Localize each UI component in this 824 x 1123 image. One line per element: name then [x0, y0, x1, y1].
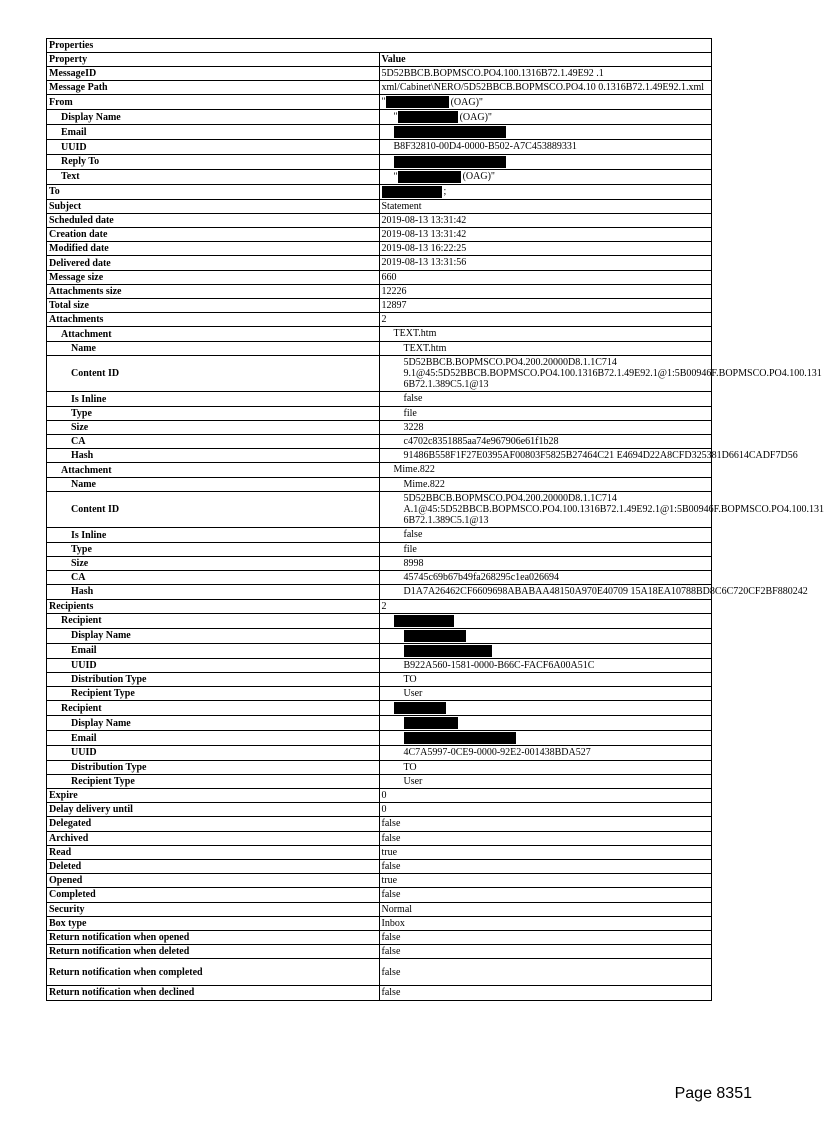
value-text: file — [403, 407, 417, 419]
header-value: Value — [379, 53, 712, 67]
property-key: Recipient Type — [47, 774, 380, 788]
value-text: false — [381, 932, 401, 944]
property-value — [379, 613, 712, 628]
redaction-box — [404, 732, 516, 744]
property-row — [47, 803, 712, 817]
property-key: Name — [47, 477, 380, 491]
property-key: Type — [47, 406, 380, 420]
property-key: Size — [47, 556, 380, 570]
property-value — [379, 528, 712, 542]
value-text: 2019-08-13 13:31:56 — [381, 257, 467, 269]
property-key: Subject — [47, 199, 380, 213]
property-value — [379, 213, 712, 227]
property-row — [47, 571, 712, 585]
table-title-row — [47, 39, 712, 53]
property-row — [47, 788, 712, 802]
property-value — [379, 585, 808, 599]
property-value — [379, 110, 712, 125]
property-key: Return notification when declined — [47, 986, 380, 1000]
value-text: 5D52BBCB.BOPMSCO.PO4.100.1316B72.1.49E92 .1 — [381, 68, 604, 80]
property-key: Return notification when deleted — [47, 945, 380, 959]
property-value — [379, 154, 712, 169]
property-key: Expire — [47, 788, 380, 802]
property-value — [379, 774, 712, 788]
property-value — [379, 986, 712, 1000]
property-key: Creation date — [47, 228, 380, 242]
property-key: Attachment — [47, 463, 380, 477]
property-value — [379, 299, 712, 313]
property-key: Name — [47, 341, 380, 355]
property-key: CA — [47, 571, 380, 585]
property-value — [379, 228, 712, 242]
property-value — [379, 658, 712, 672]
value-text: TO — [403, 761, 417, 773]
value-text: Normal — [381, 903, 413, 915]
value-text: false — [381, 987, 401, 999]
redaction-box — [394, 126, 506, 138]
property-value — [379, 242, 712, 256]
property-row — [47, 959, 712, 986]
property-value — [379, 930, 712, 944]
value-text: 660 — [381, 271, 397, 283]
redaction-box — [404, 717, 458, 729]
property-key: Return notification when opened — [47, 930, 380, 944]
value-text: 2019-08-13 13:31:42 — [381, 215, 467, 227]
property-key: Distribution Type — [47, 760, 380, 774]
property-row — [47, 528, 712, 542]
property-key: Message size — [47, 270, 380, 284]
redaction-box — [398, 171, 461, 183]
properties-table — [46, 38, 824, 1001]
property-key: Content ID — [47, 491, 380, 528]
property-key: Attachments size — [47, 284, 380, 298]
property-row — [47, 406, 712, 420]
property-value — [379, 571, 712, 585]
property-row — [47, 154, 712, 169]
property-row — [47, 774, 712, 788]
property-key: Security — [47, 902, 380, 916]
property-key: Is Inline — [47, 528, 380, 542]
value-text: false — [403, 529, 423, 541]
property-value — [379, 284, 712, 298]
table-title: Properties — [47, 39, 712, 53]
property-row — [47, 449, 712, 463]
property-value — [379, 449, 798, 463]
property-row — [47, 613, 712, 628]
header-property: Property — [47, 53, 380, 67]
property-row — [47, 556, 712, 570]
property-value — [379, 435, 712, 449]
properties-body — [47, 39, 824, 1001]
property-value — [379, 327, 712, 341]
value-text: true — [381, 875, 398, 887]
property-key: Display Name — [47, 110, 380, 125]
value-text: 5D52BBCB.BOPMSCO.PO4.200.20000D8.1.1C714 9.1@45:5D52BBCB.BOPMSCO.PO4.100.1316B72.1.49E92.1@1:5B00946F.BOPMSCO.PO4.100.131 6B72.1.389C5.1@13 — [403, 357, 822, 391]
property-row — [47, 327, 712, 341]
property-row — [47, 270, 712, 284]
property-row — [47, 746, 712, 760]
value-text: false — [381, 966, 401, 978]
property-row — [47, 256, 712, 270]
property-row — [47, 859, 712, 873]
value-text: xml/Cabinet\NERO/5D52BBCB.BOPMSCO.PO4.10 0.1316B72.1.49E92.1.xml — [381, 82, 705, 94]
property-row — [47, 817, 712, 831]
property-key: Size — [47, 420, 380, 434]
property-key: Text — [47, 169, 380, 184]
value-text: User — [403, 775, 423, 787]
property-row — [47, 585, 712, 599]
property-value — [379, 902, 712, 916]
property-value — [379, 140, 712, 154]
property-key: Recipient — [47, 613, 380, 628]
property-row — [47, 67, 712, 81]
value-suffix: (OAG)" — [459, 111, 493, 123]
redaction-box — [398, 111, 458, 123]
value-text: Mime.822 — [403, 478, 445, 490]
property-value — [379, 463, 712, 477]
property-row — [47, 831, 712, 845]
property-row — [47, 125, 712, 140]
property-value — [379, 803, 712, 817]
property-key: Return notification when completed — [47, 959, 380, 986]
property-row — [47, 731, 712, 746]
property-row — [47, 435, 712, 449]
property-value — [379, 760, 712, 774]
property-value — [379, 701, 712, 716]
value-text: D1A7A26462CF6609698ABABAA48150A970E40709 15A18EA10788BD8C6C720CF2BF880242 — [403, 586, 808, 598]
value-text: 2019-08-13 16:22:25 — [381, 243, 467, 255]
property-row — [47, 643, 712, 658]
property-value — [379, 599, 712, 613]
redaction-box — [394, 702, 446, 714]
value-text: " — [393, 111, 398, 123]
property-value — [379, 945, 712, 959]
value-text: Inbox — [381, 917, 405, 929]
property-value — [379, 672, 712, 686]
property-value — [379, 169, 712, 184]
property-key: Opened — [47, 874, 380, 888]
property-row — [47, 169, 712, 184]
property-row — [47, 81, 712, 95]
property-key: Display Name — [47, 716, 380, 731]
value-text: 8998 — [403, 558, 424, 570]
property-row — [47, 140, 712, 154]
property-row — [47, 491, 712, 528]
property-key: CA — [47, 435, 380, 449]
value-suffix: (OAG)" — [462, 171, 496, 183]
property-row — [47, 687, 712, 701]
page-number: Page 8351 — [674, 1085, 752, 1102]
property-row — [47, 701, 712, 716]
property-key: Box type — [47, 916, 380, 930]
property-value — [379, 420, 712, 434]
property-value — [379, 628, 712, 643]
value-text: false — [381, 861, 401, 873]
property-key: Email — [47, 731, 380, 746]
value-text: Statement — [381, 200, 422, 212]
value-text: 2019-08-13 13:31:42 — [381, 229, 467, 241]
property-value — [379, 184, 712, 199]
property-value — [379, 392, 712, 406]
value-text: false — [381, 889, 401, 901]
value-text: 12226 — [381, 286, 407, 298]
value-text: User — [403, 688, 423, 700]
value-text: true — [381, 846, 398, 858]
property-key: Content ID — [47, 355, 380, 392]
property-row — [47, 658, 712, 672]
property-key: Deleted — [47, 859, 380, 873]
value-text: 0 — [381, 790, 387, 802]
property-value — [379, 888, 712, 902]
property-row — [47, 420, 712, 434]
property-key: Distribution Type — [47, 672, 380, 686]
property-value — [379, 491, 824, 528]
property-value — [379, 67, 712, 81]
property-value — [379, 199, 712, 213]
property-row — [47, 355, 712, 392]
redaction-box — [394, 615, 454, 627]
property-value — [379, 817, 712, 831]
property-key: Message Path — [47, 81, 380, 95]
property-value — [379, 556, 712, 570]
property-value — [379, 874, 712, 888]
value-text: c4702c8351885aa74e967906e61f1b28 — [403, 436, 559, 448]
value-text: Mime.822 — [393, 464, 435, 476]
property-key: Archived — [47, 831, 380, 845]
property-value — [379, 731, 712, 746]
property-key: Attachment — [47, 327, 380, 341]
property-key: Modified date — [47, 242, 380, 256]
property-key: Delegated — [47, 817, 380, 831]
property-row — [47, 888, 712, 902]
property-row — [47, 916, 712, 930]
property-row — [47, 986, 712, 1000]
property-row — [47, 902, 712, 916]
value-text: 3228 — [403, 422, 424, 434]
property-row — [47, 542, 712, 556]
property-row — [47, 945, 712, 959]
property-row — [47, 199, 712, 213]
redaction-box — [404, 645, 492, 657]
property-row — [47, 284, 712, 298]
property-key: Scheduled date — [47, 213, 380, 227]
value-text: 2 — [381, 314, 387, 326]
property-row — [47, 845, 712, 859]
property-key: Recipients — [47, 599, 380, 613]
value-text: " — [393, 171, 398, 183]
property-key: UUID — [47, 746, 380, 760]
property-key: Delay delivery until — [47, 803, 380, 817]
value-text: 91486B558F1F27E0395AF00803F5825B27464C21 E4694D22A8CFD325381D6614CADF7D56 — [403, 450, 798, 462]
property-key: Is Inline — [47, 392, 380, 406]
value-suffix: ; — [443, 186, 447, 198]
property-value — [379, 270, 712, 284]
property-value — [379, 341, 712, 355]
property-key: UUID — [47, 140, 380, 154]
value-text: false — [381, 946, 401, 958]
value-text: false — [381, 818, 401, 830]
property-row — [47, 463, 712, 477]
value-text: TO — [403, 674, 417, 686]
property-row — [47, 110, 712, 125]
property-row — [47, 392, 712, 406]
property-key: Hash — [47, 585, 380, 599]
value-text: 2 — [381, 600, 387, 612]
property-value — [379, 406, 712, 420]
property-value — [379, 859, 712, 873]
property-value — [379, 746, 712, 760]
property-value — [379, 355, 822, 392]
property-value — [379, 125, 712, 140]
property-value — [379, 477, 712, 491]
property-key: From — [47, 95, 380, 110]
value-text: false — [403, 393, 423, 405]
property-row — [47, 313, 712, 327]
property-value — [379, 959, 712, 986]
property-key: Delivered date — [47, 256, 380, 270]
property-row — [47, 760, 712, 774]
value-text: 4C7A5997-0CE9-0000-92E2-001438BDA527 — [403, 747, 591, 759]
property-row — [47, 184, 712, 199]
property-row — [47, 930, 712, 944]
value-text: false — [381, 832, 401, 844]
value-text: B8F32810-00D4-0000-B502-A7C453889331 — [393, 141, 577, 153]
redaction-box — [382, 186, 442, 198]
property-row — [47, 242, 712, 256]
property-key: To — [47, 184, 380, 199]
property-row — [47, 672, 712, 686]
property-key: Reply To — [47, 154, 380, 169]
property-key: MessageID — [47, 67, 380, 81]
property-key: Completed — [47, 888, 380, 902]
property-value — [379, 716, 712, 731]
redaction-box — [394, 156, 506, 168]
property-key: Email — [47, 643, 380, 658]
property-row — [47, 477, 712, 491]
property-row — [47, 716, 712, 731]
value-text: 45745c69b67b49fa268295c1ea026694 — [403, 572, 560, 584]
property-value — [379, 687, 712, 701]
property-value — [379, 845, 712, 859]
value-text: 0 — [381, 804, 387, 816]
redaction-box — [404, 630, 466, 642]
property-value — [379, 831, 712, 845]
value-text: 5D52BBCB.BOPMSCO.PO4.200.20000D8.1.1C714 A.1@45:5D52BBCB.BOPMSCO.PO4.100.1316B72.1.49E92.1@1:5B00946F.BOPMSCO.PO4.100.131 6B72.1.389C5.1@13 — [403, 493, 824, 527]
value-text: TEXT.htm — [393, 328, 437, 340]
property-key: Recipient — [47, 701, 380, 716]
value-text: 12897 — [381, 300, 407, 312]
property-value — [379, 542, 712, 556]
property-key: Hash — [47, 449, 380, 463]
property-value — [379, 95, 712, 110]
table-header-row — [47, 53, 712, 67]
property-value — [379, 313, 712, 327]
property-row — [47, 874, 712, 888]
value-text: B922A560-1581-0000-B66C-FACF6A00A51C — [403, 659, 595, 671]
property-value — [379, 643, 712, 658]
value-text: TEXT.htm — [403, 342, 447, 354]
property-value — [379, 81, 712, 95]
property-row — [47, 628, 712, 643]
property-key: Display Name — [47, 628, 380, 643]
value-text: file — [403, 543, 417, 555]
property-value — [379, 788, 712, 802]
property-row — [47, 95, 712, 110]
property-row — [47, 341, 712, 355]
property-key: Email — [47, 125, 380, 140]
property-value — [379, 256, 712, 270]
value-suffix: (OAG)" — [450, 96, 484, 108]
property-row — [47, 228, 712, 242]
property-row — [47, 299, 712, 313]
redaction-box — [386, 96, 449, 108]
property-key: UUID — [47, 658, 380, 672]
property-key: Recipient Type — [47, 687, 380, 701]
property-value — [379, 916, 712, 930]
property-key: Attachments — [47, 313, 380, 327]
property-key: Read — [47, 845, 380, 859]
property-key: Type — [47, 542, 380, 556]
property-key: Total size — [47, 299, 380, 313]
property-row — [47, 213, 712, 227]
value-text: " — [381, 96, 386, 108]
property-row — [47, 599, 712, 613]
